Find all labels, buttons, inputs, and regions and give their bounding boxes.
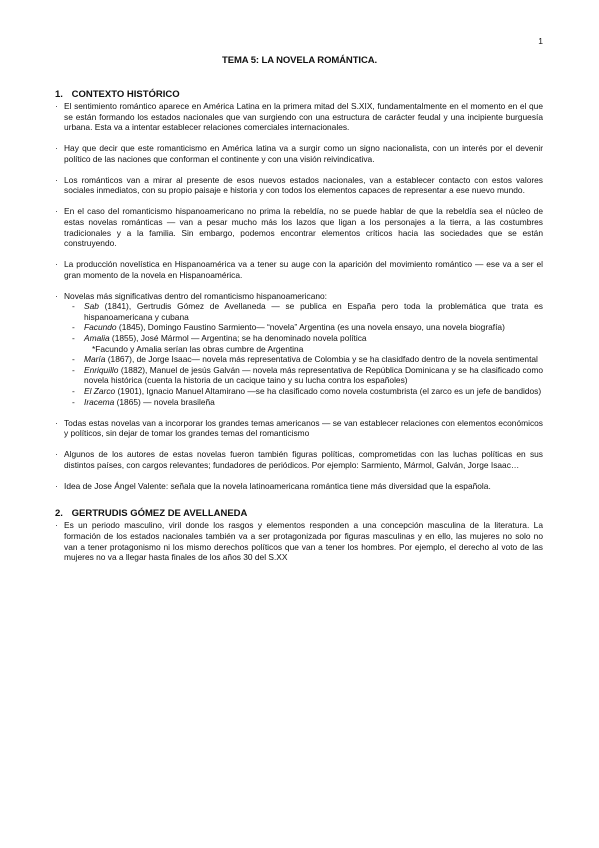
- novel-item: [55, 301, 543, 322]
- bullet-icon: ·: [55, 206, 58, 217]
- bullet-icon: ·: [55, 480, 58, 491]
- bullet-icon: ·: [55, 259, 58, 270]
- dash-icon: -: [72, 322, 75, 333]
- paragraph: [55, 259, 543, 280]
- novel-title: Enriquillo: [84, 364, 119, 375]
- novels-list: [55, 301, 543, 407]
- paragraph-text: Novelas más significativas dentro del romanticismo hispanoamericano:: [64, 290, 328, 301]
- section-heading-avellaneda: [55, 508, 543, 520]
- novel-title: María: [84, 354, 106, 365]
- paragraph: [55, 481, 543, 492]
- paragraph-text: Los románticos van a mirar al presente de esos nuevos estados nacionales, van a establecer contacto con estos valores sociales inmediatos, con su propio paisaje e historia y con todos los elementos capaces de representar a ese nuevo mundo.: [64, 174, 543, 196]
- novel-item: [55, 386, 543, 397]
- novel-description: (1841), Gertrudis Gómez de Avellaneda — se publica en España pero toda la problemática que trata es hispanoamericana y cubana: [84, 301, 543, 322]
- paragraph: [55, 449, 543, 470]
- novel-description: (1855), José Mármol — Argentina; se ha denominado novela política: [109, 333, 367, 344]
- novel-title: Facundo: [84, 322, 117, 333]
- bullet-icon: ·: [55, 520, 58, 531]
- dash-icon: -: [72, 354, 75, 365]
- novel-item: [55, 322, 543, 333]
- paragraph-text: La producción novelística en Hispanoamérica va a tener su auge con la aparición del movimiento romántico — ese va a ser el gran momento de la novela en Hispanoamérica.: [64, 259, 543, 280]
- section-number: 2.: [55, 508, 63, 520]
- dash-icon: -: [72, 396, 75, 407]
- novel-title: Iracema: [84, 396, 115, 407]
- paragraph: [55, 520, 543, 562]
- bullet-icon: ·: [55, 417, 58, 428]
- section-title: GERTRUDIS GÓMEZ DE AVELLANEDA: [71, 508, 248, 520]
- novel-item: [55, 333, 543, 344]
- novel-description: (1867), de Jorge Isaac— novela más representativa de Colombia y se ha clasidfado dentro de la novela sentimental: [105, 354, 538, 365]
- novel-title: Amalia: [84, 333, 110, 344]
- document-body: [55, 89, 543, 573]
- novel-description: (1882), Manuel de jesús Galván — novela más representativa de República Dominicana y se ha clasificado como novela histórica (cuenta la historia de un cacique taino y su lucha contra los españoles): [84, 364, 543, 386]
- paragraph-text: En el caso del romanticismo hispanoamericano no prima la rebeldía, no se puede hablar de que la rebeldía sea el núcleo de estas novelas románticas — van a pesar mucho más los lazos que ligan a los personajes a la tierra, a las costumbres tradicionales y a la familia. Sin embargo, podemos encontrar elementos críticos hacia las sociedades que se están construyendo.: [64, 206, 543, 249]
- novels-note: *Facundo y Amalia serían las obras cumbre de Argentina: [92, 343, 304, 354]
- novel-title: El Zarco: [84, 386, 116, 397]
- novels-intro: [55, 291, 543, 302]
- paragraph-text: Es un periodo masculino, viril donde los rasgos y elementos responden a una concepción masculina de la literatura. La formación de los estados nacionales también va a ser protagonizada por figuras masculinas y en ello, las mujeres no solo no van a tener protagonismo ni los mismo derechos políticos que van a tener los hombres. Por ejemplo, el derecho al voto de las mujeres no va a llegar hasta finales de los años 30 del S.XX: [64, 520, 543, 563]
- bullet-icon: ·: [55, 174, 58, 185]
- novel-item: [55, 365, 543, 386]
- paragraph-text: Todas estas novelas van a incorporar los grandes temas americanos — se van establecer relaciones con elementos económicos y políticos, sin dejar de tomar los grandes temas del romanticismo: [64, 417, 543, 439]
- bullet-icon: ·: [55, 449, 58, 460]
- dash-icon: -: [72, 364, 75, 375]
- novel-item: [55, 354, 543, 365]
- paragraph: [55, 418, 543, 439]
- paragraph-text: El sentimiento romántico aparece en América Latina en la primera mitad del S.XIX, fundamentalmente en el momento en el que se están formando los estados nacionales que van surgiendo con una estructura de carácter feudal y una incipiente burguesía urbana. Esta va a intentar establecer relaciones comerciales internacionales.: [64, 101, 543, 133]
- bullet-icon: ·: [55, 143, 58, 154]
- section-number: 1.: [55, 89, 63, 100]
- dash-icon: -: [72, 301, 75, 312]
- paragraph: [55, 175, 543, 196]
- paragraph-text: Algunos de los autores de estas novelas fueron también figuras políticas, comprometidas con las luchas políticas en sus distintos países, con cargos relevantes; fundadores de periódicos. Por ejemplo: Sarmiento, Mármol, Galván, Jorge Isaac…: [64, 449, 543, 470]
- page-number: 1: [538, 36, 543, 46]
- novel-title: Sab: [84, 301, 99, 312]
- section-title: CONTEXTO HISTÓRICO: [71, 89, 180, 100]
- paragraph-text: Idea de Jose Ángel Valente: señala que la novela latinoamericana romántica tiene más diversidad que la española.: [64, 480, 491, 491]
- section-heading-contexto: [55, 89, 543, 101]
- novel-description: (1901), Ignacio Manuel Altamirano —se ha clasificado como novela costumbrista (el zarco es un jefe de bandidos): [115, 386, 542, 397]
- novel-description: (1865) — novela brasileña: [114, 396, 215, 407]
- paragraph: [55, 101, 543, 133]
- dash-icon: -: [72, 333, 75, 344]
- novel-item: [55, 397, 543, 408]
- novel-description: (1845), Domingo Faustino Sarmiento— “novela” Argentina (es una novela ensayo, una novela biografía): [116, 322, 505, 333]
- bullet-icon: ·: [55, 290, 58, 301]
- paragraph-text: Hay que decir que este romanticismo en América latina va a surgir como un signo nacionalista, con un interés por el devenir político de las naciones que conforman el continente y con una visión reivindicativa.: [64, 143, 543, 164]
- bullet-icon: ·: [55, 101, 58, 111]
- dash-icon: -: [72, 386, 75, 397]
- paragraph: [55, 143, 543, 164]
- paragraph: [55, 206, 543, 248]
- document-title: TEMA 5: LA NOVELA ROMÁNTICA.: [222, 55, 377, 66]
